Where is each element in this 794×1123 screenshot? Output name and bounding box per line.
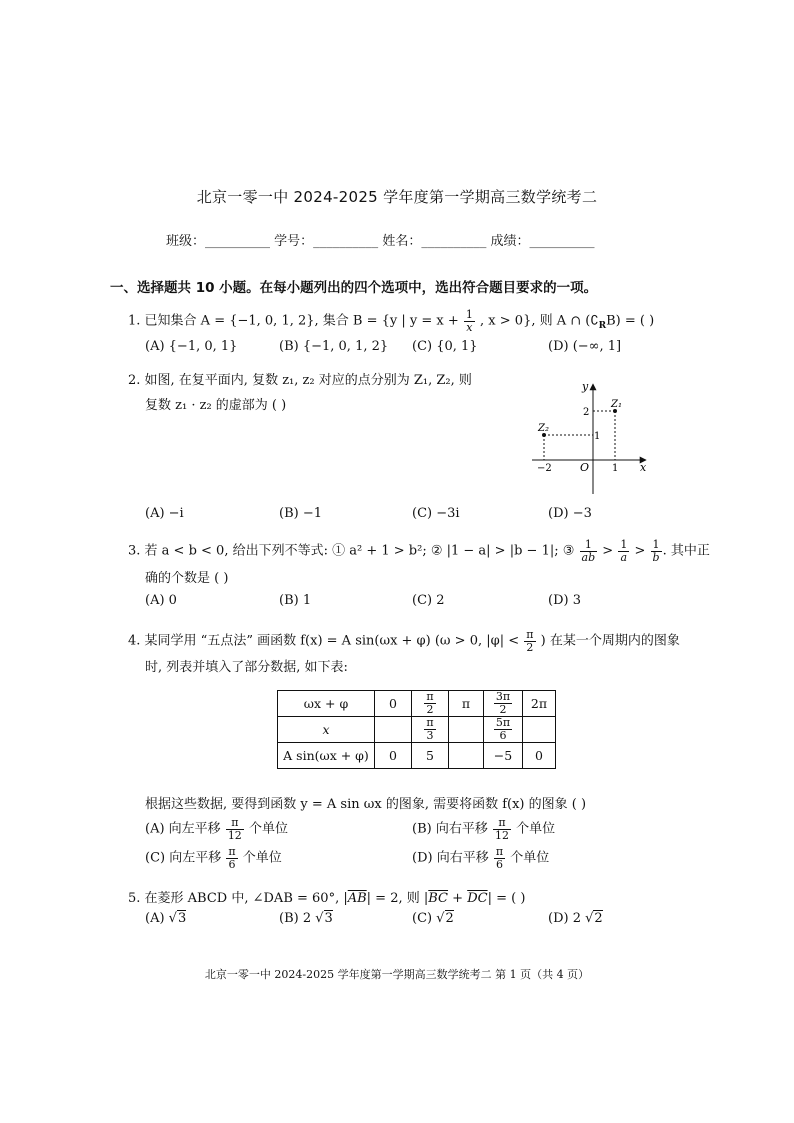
- score-field: 成绩：__________: [490, 234, 595, 249]
- q5-option-b: [279, 911, 333, 926]
- q4-a-pre: (A) 向左平移: [145, 821, 221, 837]
- table-frac-5pi-6: [494, 717, 512, 741]
- q3-option-c: (C) 2: [412, 593, 445, 608]
- q4-a-den: 12: [227, 828, 242, 842]
- question-5-stem: [128, 887, 525, 906]
- table-cell: A sin(ωx + φ): [278, 743, 375, 769]
- complex-plane-graph: [526, 376, 656, 498]
- table-frac-num: π: [426, 690, 434, 704]
- q4-a-num: π: [226, 817, 244, 830]
- table-cell: [523, 717, 556, 743]
- q4-a-post: 个单位: [248, 821, 288, 837]
- q3-f3-den: b: [652, 550, 660, 564]
- question-1-stem: [128, 309, 654, 333]
- q5-stem-part-a: 5. 在菱形 ABCD 中, ∠DAB = 60°, |: [128, 891, 348, 906]
- table-frac-den: 2: [499, 703, 507, 716]
- q3-f3-num: 1: [651, 539, 662, 552]
- q4-d-fraction: [494, 846, 505, 870]
- q5-option-a: [145, 911, 186, 926]
- question-3-stem: [128, 539, 710, 563]
- q5-stem-part-b: | = 2, 则 |: [366, 891, 429, 906]
- q1-frac-den: x: [466, 320, 473, 334]
- q1-stem-part-b: , x > 0}, 则 A ∩ (∁: [480, 313, 599, 329]
- q4-frac-den: 2: [526, 640, 534, 654]
- q4-option-b: [412, 817, 555, 841]
- q4-option-d: [412, 846, 549, 870]
- q1-option-d: (D) (−∞, 1]: [548, 339, 622, 354]
- student-info-line: [166, 230, 594, 249]
- q4-option-a: [145, 817, 288, 841]
- page-title: 北京一零一中 2024-2025 学年度第一学期高三数学统考二: [196, 188, 598, 206]
- question-4-line-2: 时, 列表并填入了部分数据, 如下表:: [145, 660, 348, 675]
- q5-a-pre: (A) √: [145, 911, 177, 926]
- table-cell: 0: [375, 743, 412, 769]
- table-cell: [412, 717, 449, 743]
- origin-label: O: [580, 461, 590, 474]
- vector-dc: $\overline{DC}$: [467, 891, 488, 906]
- q3-stem-part-a: 3. 若 a < b < 0, 给出下列不等式: ① a² + 1 > b²; ② |1 − a| > |b − 1|; ③: [128, 543, 575, 559]
- q1-option-b: (B) {−1, 0, 1, 2}: [279, 339, 389, 354]
- q3-gt-1: >: [602, 543, 614, 559]
- five-point-table: [277, 690, 556, 769]
- q3-fraction-1: [580, 539, 598, 563]
- vector-bc: $\overline{BC}$: [428, 891, 449, 906]
- table-cell: −5: [484, 743, 523, 769]
- q2-option-c: (C) −3i: [412, 506, 460, 521]
- table-cell: [449, 743, 484, 769]
- y-tick-2: 2: [583, 407, 590, 418]
- q4-b-den: 12: [494, 828, 509, 842]
- table-cell: [484, 691, 523, 717]
- table-cell: [412, 691, 449, 717]
- q4-c-post: 个单位: [242, 850, 282, 866]
- table-frac-den: 3: [426, 729, 434, 742]
- q5-c-radicand: 2: [445, 911, 454, 926]
- q3-f1-den: ab: [581, 550, 596, 564]
- q3-option-b: (B) 1: [279, 593, 312, 608]
- q4-d-post: 个单位: [510, 850, 550, 866]
- y-tick-1: 1: [594, 431, 601, 442]
- table-cell: 0: [375, 691, 412, 717]
- table-frac-num: 5π: [495, 716, 511, 730]
- q4-c-pre: (C) 向左平移: [145, 850, 222, 866]
- q5-stem-part-c: | = ( ): [487, 891, 526, 906]
- q2-option-b: (B) −1: [279, 506, 322, 521]
- table-cell: [375, 717, 412, 743]
- q2-option-a: (A) −i: [145, 506, 184, 521]
- q3-f2-den: a: [620, 550, 628, 564]
- q3-stem-part-b: . 其中正: [662, 543, 710, 559]
- table-row: [278, 717, 556, 743]
- x-tick-minus-2: −2: [537, 463, 552, 474]
- q1-stem-part-a: 1. 已知集合 A = {−1, 0, 1, 2}, 集合 B = {y | y = x +: [128, 313, 459, 329]
- q1-frac-num: 1: [465, 308, 473, 321]
- table-row: [278, 743, 556, 769]
- table-cell: 5: [412, 743, 449, 769]
- q1-stem-part-c: B) = ( ): [606, 313, 655, 329]
- table-row: [278, 691, 556, 717]
- vector-ab: $\overline{AB}$: [347, 891, 367, 906]
- q4-b-pre: (B) 向右平移: [412, 821, 488, 837]
- q4-frac-num: π: [526, 628, 534, 641]
- q4-d-den: 6: [495, 857, 503, 871]
- q4-option-c: [145, 846, 282, 870]
- q4-b-num: π: [493, 817, 511, 830]
- table-cell: 0: [523, 743, 556, 769]
- q5-d-pre: (D) 2 √: [548, 911, 594, 926]
- q4-stem-part-b: ) 在某一个周期内的图象: [540, 633, 680, 649]
- table-frac-pi-3: [424, 717, 435, 741]
- q4-fraction: [524, 629, 535, 653]
- q4-d-pre: (D) 向右平移: [412, 850, 489, 866]
- question-2-line-1: 2. 如图, 在复平面内, 复数 z₁, z₂ 对应的点分别为 Z₁, Z₂, 则: [128, 373, 472, 388]
- q5-b-pre: (B) 2 √: [279, 911, 324, 926]
- q5-b-radicand: 3: [324, 911, 333, 926]
- table-cell: x: [278, 717, 375, 743]
- table-frac-num: 3π: [495, 690, 511, 704]
- table-cell: 2π: [523, 691, 556, 717]
- q5-c-pre: (C) √: [412, 911, 445, 926]
- table-cell: [484, 717, 523, 743]
- section-heading-choice: 一、选择题共 10 小题。在每小题列出的四个选项中，选出符合题目要求的一项。: [110, 280, 598, 296]
- question-4-prompt: 根据这些数据, 要得到函数 y = A sin ωx 的图象, 需要将函数 f(x) 的图象 ( ): [145, 797, 587, 812]
- q3-f1-num: 1: [580, 539, 598, 552]
- table-cell: π: [449, 691, 484, 717]
- q5-a-radicand: 3: [177, 911, 187, 926]
- q1-option-c: (C) {0, 1}: [412, 339, 478, 354]
- q5-d-radicand: 2: [594, 911, 603, 926]
- q4-c-den: 6: [228, 857, 236, 871]
- question-2-line-2: 复数 z₁ · z₂ 的虚部为 ( ): [145, 398, 287, 413]
- page-footer: 北京一零一中 2024-2025 学年度第一学期高三数学统考二 第 1 页（共 4 页）: [204, 968, 590, 981]
- question-3-line-2: 确的个数是 ( ): [145, 571, 229, 586]
- q4-d-num: π: [495, 845, 504, 858]
- student-id-field: 学号：__________: [274, 234, 379, 249]
- table-cell: [449, 717, 484, 743]
- question-4-stem: [128, 629, 680, 653]
- q4-c-fraction: [226, 846, 237, 870]
- class-field: 班级：__________: [166, 234, 271, 249]
- q4-c-num: π: [228, 845, 236, 858]
- q1-fraction: [464, 309, 475, 333]
- q2-option-d: (D) −3: [548, 506, 592, 521]
- table-cell: ωx + φ: [278, 691, 375, 717]
- q3-gt-2: >: [634, 543, 646, 559]
- q3-option-d: (D) 3: [548, 593, 581, 608]
- q4-b-fraction: [493, 817, 511, 841]
- q3-fraction-3: [651, 539, 662, 563]
- table-frac-den: 2: [426, 703, 434, 716]
- z2-label: Z₂: [538, 423, 549, 434]
- table-frac-den: 6: [499, 729, 507, 742]
- q3-fraction-2: [618, 539, 629, 563]
- q5-plus: +: [452, 891, 464, 906]
- table-frac-num: π: [426, 716, 434, 730]
- table-frac-3pi-2: [494, 691, 512, 715]
- q3-option-a: (A) 0: [145, 593, 177, 608]
- z1-label: Z₁: [611, 399, 622, 410]
- q4-stem-part-a: 4. 某同学用 “五点法” 画函数 f(x) = A sin(ωx + φ) (ω > 0, |φ| <: [128, 633, 520, 649]
- table-frac-pi-2: [424, 691, 435, 715]
- name-field: 姓名：__________: [382, 234, 487, 249]
- q3-f2-num: 1: [620, 538, 628, 551]
- q4-a-fraction: [226, 817, 244, 841]
- q5-option-c: [412, 911, 454, 926]
- q4-b-post: 个单位: [516, 821, 556, 837]
- x-axis-label: x: [640, 461, 647, 474]
- q1-subscript: R: [598, 321, 607, 332]
- x-tick-1: 1: [612, 463, 619, 474]
- y-axis-label: y: [582, 380, 589, 393]
- q5-option-d: [548, 911, 603, 926]
- q1-option-a: (A) {−1, 0, 1}: [145, 339, 238, 354]
